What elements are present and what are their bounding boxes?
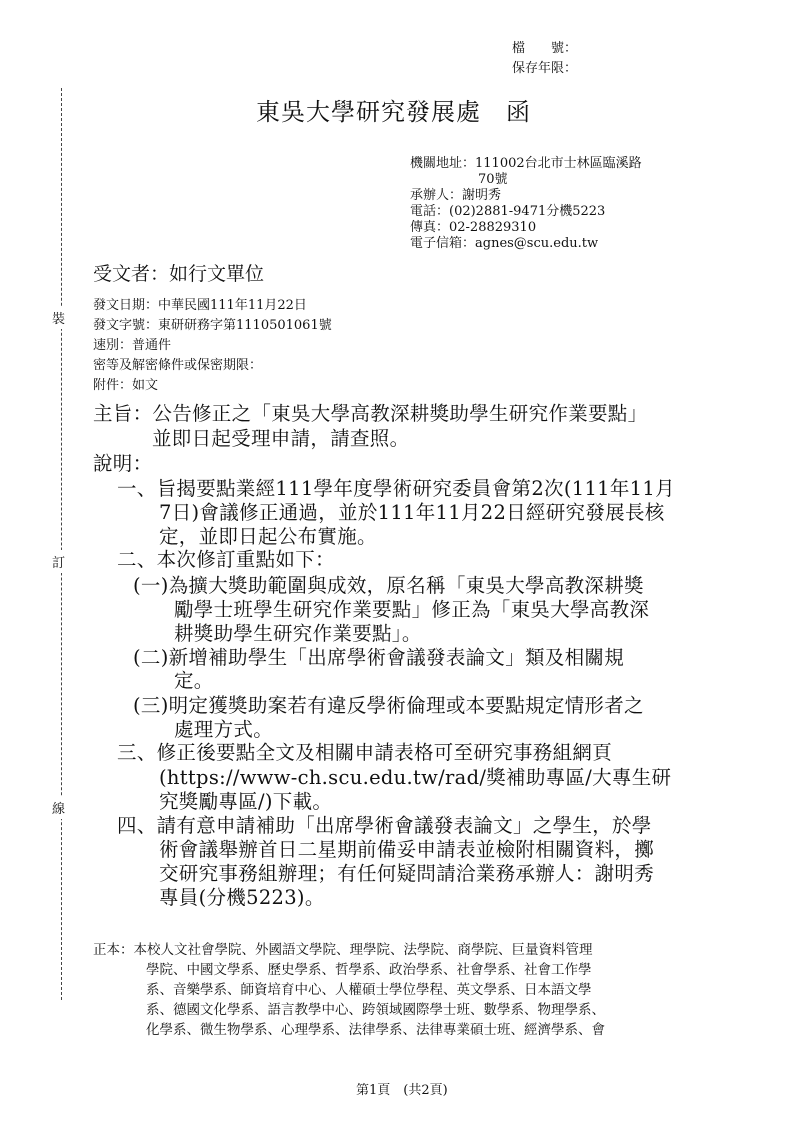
item-1-line-1: 一、旨揭要點業經111學年度學術研究委員會第2次(111年11月 bbox=[117, 477, 675, 500]
item-3-line-3: 究獎勵專區/)下載。 bbox=[159, 790, 333, 813]
item-1-line-3: 定，並即日起公布實施。 bbox=[159, 525, 377, 548]
item-2-sub-3-line-2: 處理方式。 bbox=[174, 718, 274, 741]
attachment: 附件：如文 bbox=[93, 378, 159, 393]
item-4-line-3: 交研究事務組辦理；有任何疑問請洽業務承辦人：謝明秀 bbox=[159, 862, 655, 885]
item-2-heading: 二、本次修訂重點如下： bbox=[117, 548, 335, 571]
agency-address: 機關地址：111002台北市士林區臨溪路 bbox=[410, 156, 642, 171]
distribution-line-1: 正本：本校人文社會學院、外國語文學院、理學院、法學院、商學院、巨量資料管理 bbox=[93, 942, 593, 958]
item-4-line-4: 專員(分機5223)。 bbox=[159, 886, 325, 909]
document-title: 東吳大學研究發展處 函 bbox=[256, 98, 531, 126]
binding-mark-zhuang: 裝 bbox=[52, 306, 65, 329]
item-2-sub-3-line-1: (三)明定獲獎助案若有違反學術倫理或本要點規定情形者之 bbox=[133, 694, 644, 717]
distribution-line-5: 化學系、微生物學系、心理學系、法律學系、法律專業碩士班、經濟學系、會 bbox=[146, 1022, 605, 1038]
distribution-line-3: 系、音樂學系、師資培育中心、人權碩士學位學程、英文學系、日本語文學 bbox=[146, 982, 592, 998]
item-2-sub-1-line-1: (一)為擴大獎助範圍與成效，原名稱「東吳大學高教深耕獎 bbox=[133, 574, 644, 597]
file-number-label: 檔 號： bbox=[512, 41, 578, 56]
subject-line-1: 主旨：公告修正之「東吳大學高教深耕獎助學生研究作業要點」 bbox=[93, 402, 648, 425]
issue-date: 發文日期：中華民國111年11月22日 bbox=[93, 298, 307, 313]
item-2-sub-2-line-1: (二)新增補助學生「出席學術會議發表論文」類及相關規 bbox=[133, 646, 625, 669]
secrecy-level: 密等及解密條件或保密期限： bbox=[93, 358, 263, 373]
distribution-line-2: 學院、中國文學系、歷史學系、哲學系、政治學系、社會學系、社會工作學 bbox=[146, 962, 592, 978]
recipient: 受文者：如行文單位 bbox=[93, 263, 265, 285]
item-4-line-1: 四、請有意申請補助「出席學術會議發表論文」之學生，於學 bbox=[117, 814, 652, 837]
subject-line-2: 並即日起受理申請，請查照。 bbox=[152, 427, 410, 450]
page-number-footer: 第1頁 (共2頁) bbox=[356, 1083, 448, 1098]
agency-address-cont: 70號 bbox=[478, 172, 508, 187]
binding-mark-xian: 線 bbox=[52, 796, 65, 819]
agency-email: 電子信箱：agnes@scu.edu.tw bbox=[410, 236, 599, 251]
item-2-sub-1-line-3: 耕獎助學生研究作業要點」。 bbox=[174, 622, 422, 645]
item-2-sub-2-line-2: 定。 bbox=[174, 669, 214, 692]
agency-contact: 承辦人：謝明秀 bbox=[410, 188, 502, 203]
explanation-label: 說明： bbox=[93, 452, 153, 475]
agency-fax: 傳真：02-28829310 bbox=[410, 220, 537, 235]
retention-label: 保存年限： bbox=[512, 61, 578, 76]
item-4-line-2: 術會議舉辦首日二星期前備妥申請表並檢附相關資料，擲 bbox=[159, 838, 655, 861]
item-3-url-line: (https://www-ch.scu.edu.tw/rad/獎補助專區/大專生研 bbox=[159, 766, 672, 789]
distribution-line-4: 系、德國文化學系、語言教學中心、跨領域國際學士班、數學系、物理學系、 bbox=[146, 1002, 605, 1018]
binding-mark-ding: 訂 bbox=[52, 550, 65, 573]
item-2-sub-1-line-2: 勵學士班學生研究作業要點」修正為「東吳大學高教深 bbox=[174, 598, 650, 621]
item-1-line-2: 7日)會議修正通過，並於111年11月22日經研究發展長核 bbox=[159, 501, 665, 524]
binding-line bbox=[61, 88, 62, 1000]
document-number: 發文字號：東研研務字第1110501061號 bbox=[93, 318, 332, 333]
item-3-line-1: 三、修正後要點全文及相關申請表格可至研究事務組網頁 bbox=[117, 741, 613, 764]
delivery-speed: 速別：普通件 bbox=[93, 338, 172, 353]
agency-phone: 電話：(02)2881-9471分機5223 bbox=[410, 204, 606, 219]
